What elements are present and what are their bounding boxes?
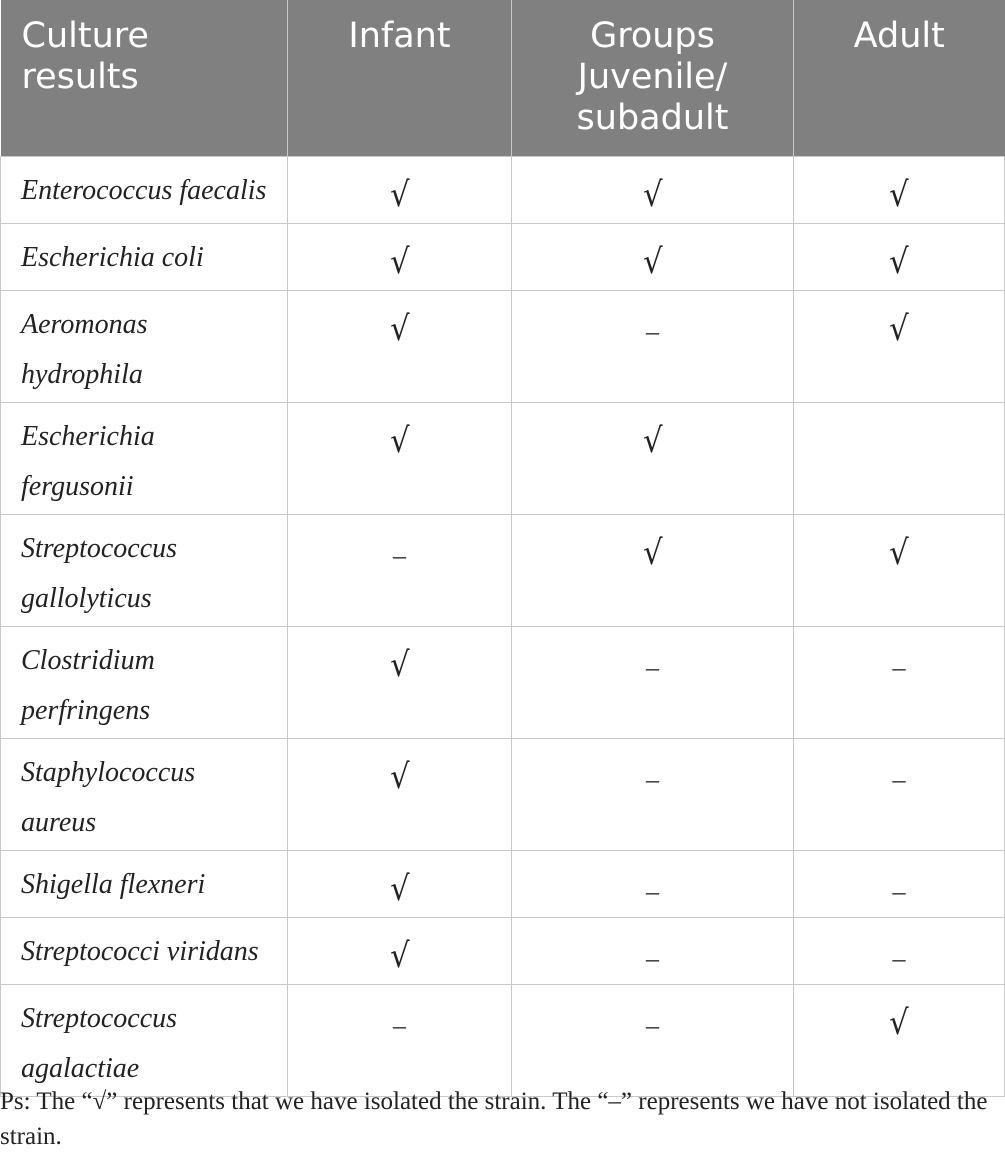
isolated-mark: √ xyxy=(389,644,410,685)
organism-name-line: hydrophila xyxy=(21,358,143,390)
infant-result-cell xyxy=(288,738,512,850)
isolated-mark: √ xyxy=(389,935,410,976)
isolated-mark: √ xyxy=(389,756,410,797)
organism-name-line: Streptococcus xyxy=(21,1002,178,1034)
infant-result-cell xyxy=(288,984,512,1096)
table-row xyxy=(1,738,1005,850)
organism-name-cell xyxy=(1,850,288,917)
isolated-mark: √ xyxy=(889,532,909,573)
organism-name-line: Escherichia coli xyxy=(21,241,204,273)
not-isolated-mark: – xyxy=(646,1010,659,1040)
infant-result-cell xyxy=(288,290,512,402)
not-isolated-mark: – xyxy=(393,540,406,570)
juvenile-result-cell xyxy=(512,850,794,917)
organism-name-line: Escherichia xyxy=(21,420,155,452)
organism-name-cell xyxy=(1,917,288,984)
organism-name-cell xyxy=(1,223,288,290)
infant-result-cell xyxy=(288,626,512,738)
isolated-mark: √ xyxy=(889,308,909,349)
header-line: Groups xyxy=(590,16,715,56)
table-row xyxy=(1,156,1005,223)
table-row xyxy=(1,984,1005,1096)
adult-result-cell xyxy=(794,514,1005,626)
header-line: results xyxy=(21,57,139,97)
juvenile-result-cell xyxy=(512,984,794,1096)
infant-result-cell xyxy=(288,223,512,290)
organism-name-line: Shigella flexneri xyxy=(21,868,206,900)
not-isolated-mark: – xyxy=(646,652,659,682)
isolated-mark: √ xyxy=(389,174,410,215)
table-row xyxy=(1,514,1005,626)
table-row xyxy=(1,850,1005,917)
isolated-mark: √ xyxy=(642,420,663,461)
organism-name-line: Streptococcus xyxy=(21,532,178,564)
table-body xyxy=(1,156,1005,1096)
organism-name-line: Staphylococcus xyxy=(21,756,196,788)
not-isolated-mark: – xyxy=(646,316,659,346)
organism-name-cell xyxy=(1,626,288,738)
isolated-mark: √ xyxy=(642,241,663,282)
organism-name-line: aureus xyxy=(21,806,97,838)
isolated-mark: √ xyxy=(389,308,410,349)
organism-name-line: Enterococcus faecalis xyxy=(21,174,267,206)
not-isolated-mark: – xyxy=(892,876,906,906)
organism-name-cell xyxy=(1,402,288,514)
table-header xyxy=(1,0,1005,156)
table-row xyxy=(1,626,1005,738)
table-row xyxy=(1,223,1005,290)
juvenile-result-cell xyxy=(512,738,794,850)
isolated-mark: √ xyxy=(389,868,410,909)
adult-result-cell xyxy=(794,850,1005,917)
infant-result-cell xyxy=(288,402,512,514)
infant-result-cell xyxy=(288,514,512,626)
organism-name-line: perfringens xyxy=(21,694,151,726)
organism-name-line: Clostridium xyxy=(21,644,155,676)
organism-name-cell xyxy=(1,984,288,1096)
adult-result-cell xyxy=(794,917,1005,984)
header-culture-results xyxy=(1,0,288,156)
not-isolated-mark: – xyxy=(646,764,659,794)
juvenile-result-cell xyxy=(512,223,794,290)
organism-name-cell xyxy=(1,156,288,223)
adult-result-cell xyxy=(794,626,1005,738)
header-juvenile-subadult xyxy=(512,0,794,156)
not-isolated-mark: – xyxy=(393,1010,406,1040)
juvenile-result-cell xyxy=(512,156,794,223)
table-row xyxy=(1,402,1005,514)
isolated-mark: √ xyxy=(389,241,410,282)
juvenile-result-cell xyxy=(512,514,794,626)
not-isolated-mark: – xyxy=(892,652,906,682)
not-isolated-mark: – xyxy=(646,876,659,906)
organism-name-cell xyxy=(1,514,288,626)
header-row xyxy=(1,0,1005,156)
not-isolated-mark: – xyxy=(646,943,659,973)
header-line: subadult xyxy=(576,98,729,138)
organism-name-line: fergusonii xyxy=(21,470,134,502)
table-row xyxy=(1,290,1005,402)
header-infant xyxy=(288,0,512,156)
footnote: Ps: The “√” represents that we have isolated the strain. The “–” represents we have not isolated the strain. xyxy=(0,1088,988,1150)
isolated-mark: √ xyxy=(642,174,663,215)
adult-result-cell xyxy=(794,984,1005,1096)
organism-name-cell xyxy=(1,290,288,402)
header-line: Culture xyxy=(21,16,149,56)
organism-name-cell xyxy=(1,738,288,850)
infant-result-cell xyxy=(288,850,512,917)
adult-result-cell xyxy=(794,738,1005,850)
adult-result-cell xyxy=(794,290,1005,402)
not-isolated-mark: – xyxy=(892,943,906,973)
organism-name-line: gallolyticus xyxy=(21,582,152,614)
not-isolated-mark: – xyxy=(892,764,906,794)
header-adult xyxy=(794,0,1005,156)
juvenile-result-cell xyxy=(512,290,794,402)
header-line: Infant xyxy=(348,16,451,56)
adult-result-cell xyxy=(794,402,1005,514)
organism-name-line: agalactiae xyxy=(21,1052,140,1084)
isolated-mark: √ xyxy=(889,1002,909,1043)
header-line: Adult xyxy=(853,16,945,56)
header-line: Juvenile/ xyxy=(577,57,728,97)
isolated-mark: √ xyxy=(889,241,909,282)
infant-result-cell xyxy=(288,156,512,223)
isolated-mark: √ xyxy=(389,420,410,461)
table-row xyxy=(1,917,1005,984)
juvenile-result-cell xyxy=(512,626,794,738)
juvenile-result-cell xyxy=(512,402,794,514)
organism-name-line: Aeromonas xyxy=(21,308,148,340)
adult-result-cell xyxy=(794,156,1005,223)
isolated-mark: √ xyxy=(889,174,909,215)
juvenile-result-cell xyxy=(512,917,794,984)
adult-result-cell xyxy=(794,223,1005,290)
infant-result-cell xyxy=(288,917,512,984)
organism-name-line: Streptococci viridans xyxy=(21,935,259,967)
isolated-mark: √ xyxy=(642,532,663,573)
